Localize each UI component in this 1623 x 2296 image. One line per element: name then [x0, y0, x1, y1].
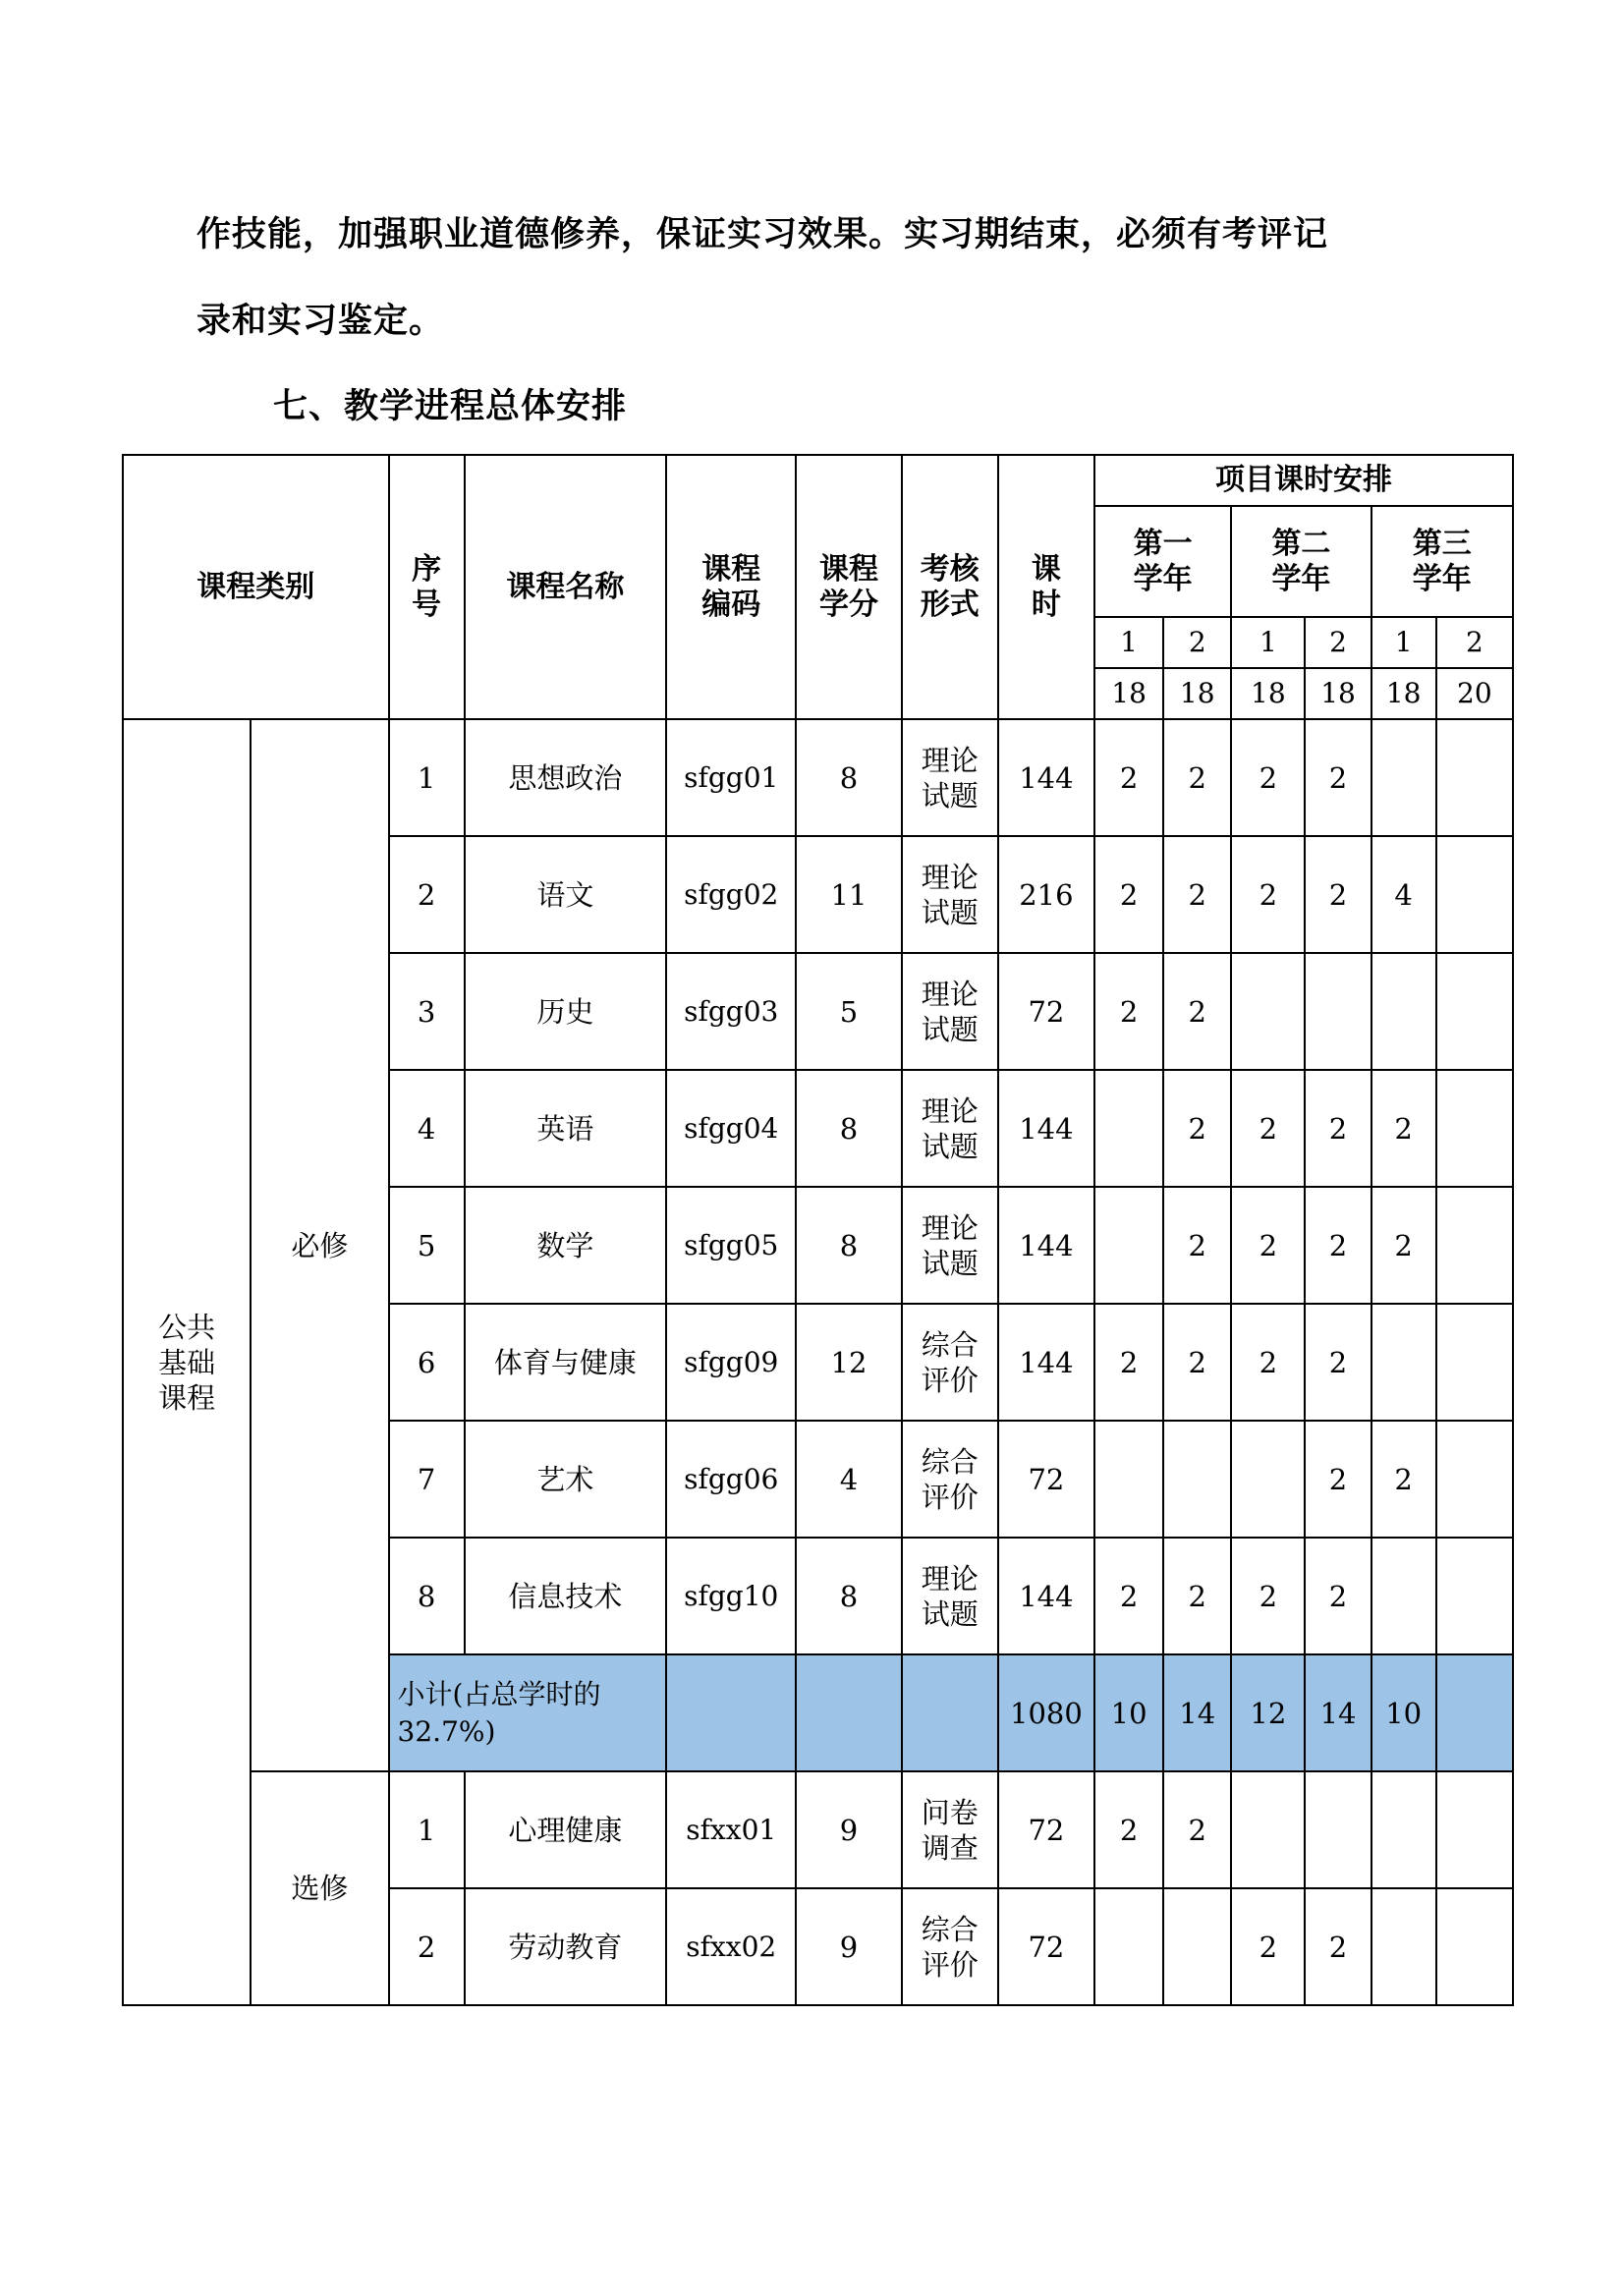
course-seq: 7: [389, 1421, 465, 1538]
course-credit: 9: [796, 1771, 901, 1888]
term-cell: 2: [1305, 617, 1371, 668]
subtotal-hours: 1080: [998, 1654, 1094, 1771]
term-cell: 2: [1436, 617, 1513, 668]
term-hours: [1305, 1771, 1371, 1888]
header-credit: 课程 学分: [796, 455, 901, 719]
subtotal-label-line: 32.7%): [397, 1714, 496, 1748]
course-exam: [902, 1070, 998, 1187]
term-hours: 2: [1094, 953, 1163, 1070]
course-seq: 4: [389, 1070, 465, 1187]
body-text-line-2: 录和实习鉴定。: [196, 302, 445, 341]
course-seq: 1: [389, 719, 465, 836]
course-credit: 8: [796, 1538, 901, 1654]
header-year-1: 第一 学年: [1094, 506, 1231, 617]
course-credit: 9: [796, 1888, 901, 2005]
course-seq: 3: [389, 953, 465, 1070]
term-hours: [1436, 1888, 1513, 2005]
term-hours: [1371, 719, 1436, 836]
term-hours: [1436, 719, 1513, 836]
category-group-line: 基础: [158, 1345, 216, 1379]
term-hours: [1094, 1070, 1163, 1187]
term-cell: 1: [1371, 617, 1436, 668]
subtotal-term-hours: [1436, 1654, 1513, 1771]
category-elective: 选修: [251, 1771, 388, 2005]
course-exam-line: 试题: [921, 895, 979, 929]
term-hours: [1436, 1070, 1513, 1187]
course-exam: [902, 953, 998, 1070]
course-name: 英语: [465, 1070, 666, 1187]
term-hours: [1436, 1187, 1513, 1304]
term-hours: 2: [1231, 1070, 1305, 1187]
course-hours: 72: [998, 1888, 1094, 2005]
subtotal-code: [666, 1654, 796, 1771]
course-exam: [902, 719, 998, 836]
term-hours: [1163, 1421, 1231, 1538]
term-hours: [1436, 1304, 1513, 1421]
term-hours: [1371, 1538, 1436, 1654]
header-code: 课程 编码: [666, 455, 796, 719]
term-hours: 2: [1163, 1304, 1231, 1421]
header-hours: 课 时: [998, 455, 1094, 719]
course-credit: 4: [796, 1421, 901, 1538]
term-hours: [1094, 1421, 1163, 1538]
header-row-1: [123, 455, 1513, 506]
term-hours: [1436, 836, 1513, 953]
course-credit: 8: [796, 1187, 901, 1304]
term-hours: [1371, 1888, 1436, 2005]
table-row: [123, 719, 1513, 836]
course-exam: [902, 1888, 998, 2005]
course-code: sfxx02: [666, 1888, 796, 2005]
term-hours: [1371, 1304, 1436, 1421]
term-cell: 2: [1163, 617, 1231, 668]
course-hours: 144: [998, 1538, 1094, 1654]
course-hours: 144: [998, 1070, 1094, 1187]
term-hours: 2: [1231, 1304, 1305, 1421]
course-exam: [902, 1538, 998, 1654]
header-category: 课程类别: [123, 455, 389, 719]
weeks-cell: 18: [1163, 668, 1231, 719]
term-hours: [1094, 1888, 1163, 2005]
term-hours: 2: [1231, 719, 1305, 836]
course-credit: 11: [796, 836, 901, 953]
term-hours: 2: [1371, 1187, 1436, 1304]
course-exam-line: 试题: [921, 1012, 979, 1046]
header-seq: 序 号: [389, 455, 465, 719]
course-hours: 72: [998, 1421, 1094, 1538]
term-hours: 2: [1163, 1070, 1231, 1187]
course-seq: 6: [389, 1304, 465, 1421]
term-hours: [1163, 1888, 1231, 2005]
term-hours: 2: [1371, 1421, 1436, 1538]
course-code: sfgg01: [666, 719, 796, 836]
term-hours: [1436, 1771, 1513, 1888]
course-exam-line: 综合: [921, 1912, 979, 1946]
course-exam-line: 理论: [921, 1561, 979, 1596]
term-hours: [1231, 1421, 1305, 1538]
course-hours: 72: [998, 1771, 1094, 1888]
course-hours: 144: [998, 1187, 1094, 1304]
course-credit: 12: [796, 1304, 901, 1421]
course-name: 心理健康: [465, 1771, 666, 1888]
term-hours: 2: [1305, 1888, 1371, 2005]
course-code: sfxx01: [666, 1771, 796, 1888]
course-exam-line: 试题: [921, 1596, 979, 1631]
course-name: 信息技术: [465, 1538, 666, 1654]
course-exam-line: 评价: [921, 1480, 979, 1514]
course-exam-line: 试题: [921, 1129, 979, 1163]
course-seq: 5: [389, 1187, 465, 1304]
weeks-cell: 18: [1231, 668, 1305, 719]
course-hours: 144: [998, 1304, 1094, 1421]
term-hours: 2: [1094, 1304, 1163, 1421]
term-hours: 2: [1305, 719, 1371, 836]
course-code: sfgg06: [666, 1421, 796, 1538]
term-hours: 2: [1094, 1771, 1163, 1888]
course-hours: 72: [998, 953, 1094, 1070]
subtotal-credit: [796, 1654, 901, 1771]
course-name: 思想政治: [465, 719, 666, 836]
category-required: 必修: [251, 719, 388, 1771]
course-seq: 2: [389, 1888, 465, 2005]
term-cell: 1: [1231, 617, 1305, 668]
subtotal-label: [389, 1654, 667, 1771]
course-exam-line: 试题: [921, 1246, 979, 1280]
course-exam-line: 评价: [921, 1363, 979, 1397]
term-hours: 2: [1163, 1538, 1231, 1654]
term-hours: 2: [1231, 1538, 1305, 1654]
term-hours: 2: [1094, 1538, 1163, 1654]
course-credit: 8: [796, 719, 901, 836]
term-hours: 2: [1305, 1421, 1371, 1538]
header-schedule: 项目课时安排: [1094, 455, 1513, 506]
course-seq: 8: [389, 1538, 465, 1654]
course-exam-line: 理论: [921, 1093, 979, 1128]
course-name: 劳动教育: [465, 1888, 666, 2005]
term-hours: [1231, 953, 1305, 1070]
section-heading: 七、教学进程总体安排: [273, 387, 628, 426]
term-hours: [1436, 1421, 1513, 1538]
term-hours: 2: [1163, 1771, 1231, 1888]
term-hours: 4: [1371, 836, 1436, 953]
term-hours: 2: [1305, 1538, 1371, 1654]
course-name: 数学: [465, 1187, 666, 1304]
header-year-2: 第二 学年: [1231, 506, 1371, 617]
course-exam: [902, 836, 998, 953]
term-hours: 2: [1305, 836, 1371, 953]
course-code: sfgg04: [666, 1070, 796, 1187]
term-hours: [1371, 1771, 1436, 1888]
term-hours: 2: [1094, 719, 1163, 836]
term-hours: 2: [1305, 1070, 1371, 1187]
course-exam-line: 理论: [921, 860, 979, 894]
term-hours: [1231, 1771, 1305, 1888]
header-name: 课程名称: [465, 455, 666, 719]
course-seq: 2: [389, 836, 465, 953]
term-hours: 2: [1163, 719, 1231, 836]
course-name: 体育与健康: [465, 1304, 666, 1421]
table-row: [123, 1771, 1513, 1888]
course-credit: 5: [796, 953, 901, 1070]
category-group-line: 课程: [158, 1380, 216, 1415]
course-exam: [902, 1421, 998, 1538]
term-hours: 2: [1305, 1304, 1371, 1421]
term-hours: [1436, 953, 1513, 1070]
course-hours: 216: [998, 836, 1094, 953]
course-exam-line: 理论: [921, 1210, 979, 1245]
term-hours: 2: [1163, 953, 1231, 1070]
course-exam-line: 问卷: [921, 1795, 979, 1829]
course-exam-line: 综合: [921, 1444, 979, 1479]
subtotal-term-hours: 14: [1163, 1654, 1231, 1771]
subtotal-term-hours: 10: [1371, 1654, 1436, 1771]
term-hours: [1436, 1538, 1513, 1654]
term-hours: 2: [1231, 836, 1305, 953]
header-exam: 考核 形式: [902, 455, 998, 719]
subtotal-label-line: 小计(占总学时的: [397, 1677, 601, 1710]
course-exam: [902, 1187, 998, 1304]
header-year-3: 第三 学年: [1371, 506, 1513, 617]
course-exam-line: 调查: [921, 1830, 979, 1865]
term-hours: [1371, 953, 1436, 1070]
term-hours: 2: [1094, 836, 1163, 953]
table-body: [123, 455, 1513, 2005]
course-code: sfgg05: [666, 1187, 796, 1304]
course-exam: [902, 1304, 998, 1421]
course-exam-line: 理论: [921, 743, 979, 777]
subtotal-exam: [902, 1654, 998, 1771]
category-group: [123, 719, 251, 2005]
term-hours: [1305, 953, 1371, 1070]
course-exam-line: 试题: [921, 778, 979, 812]
course-name: 语文: [465, 836, 666, 953]
course-seq: 1: [389, 1771, 465, 1888]
course-name: 艺术: [465, 1421, 666, 1538]
course-code: sfgg02: [666, 836, 796, 953]
category-group-line: 公共: [158, 1310, 216, 1344]
course-exam-line: 评价: [921, 1947, 979, 1982]
course-credit: 8: [796, 1070, 901, 1187]
teaching-schedule-table: [122, 454, 1514, 2006]
term-hours: 2: [1163, 1187, 1231, 1304]
term-hours: [1094, 1187, 1163, 1304]
course-exam: [902, 1771, 998, 1888]
term-hours: 2: [1163, 836, 1231, 953]
term-hours: 2: [1231, 1888, 1305, 2005]
subtotal-term-hours: 10: [1094, 1654, 1163, 1771]
course-name: 历史: [465, 953, 666, 1070]
course-code: sfgg03: [666, 953, 796, 1070]
course-hours: 144: [998, 719, 1094, 836]
subtotal-term-hours: 12: [1231, 1654, 1305, 1771]
weeks-cell: 18: [1305, 668, 1371, 719]
term-hours: 2: [1231, 1187, 1305, 1304]
weeks-cell: 18: [1094, 668, 1163, 719]
body-text-line-1: 作技能，加强职业道德修养，保证实习效果。实习期结束，必须有考评记: [196, 215, 1329, 254]
subtotal-term-hours: 14: [1305, 1654, 1371, 1771]
weeks-cell: 18: [1371, 668, 1436, 719]
term-cell: 1: [1094, 617, 1163, 668]
course-exam-line: 理论: [921, 977, 979, 1011]
course-code: sfgg10: [666, 1538, 796, 1654]
course-code: sfgg09: [666, 1304, 796, 1421]
term-hours: 2: [1305, 1187, 1371, 1304]
weeks-cell: 20: [1436, 668, 1513, 719]
term-hours: 2: [1371, 1070, 1436, 1187]
course-exam-line: 综合: [921, 1327, 979, 1362]
